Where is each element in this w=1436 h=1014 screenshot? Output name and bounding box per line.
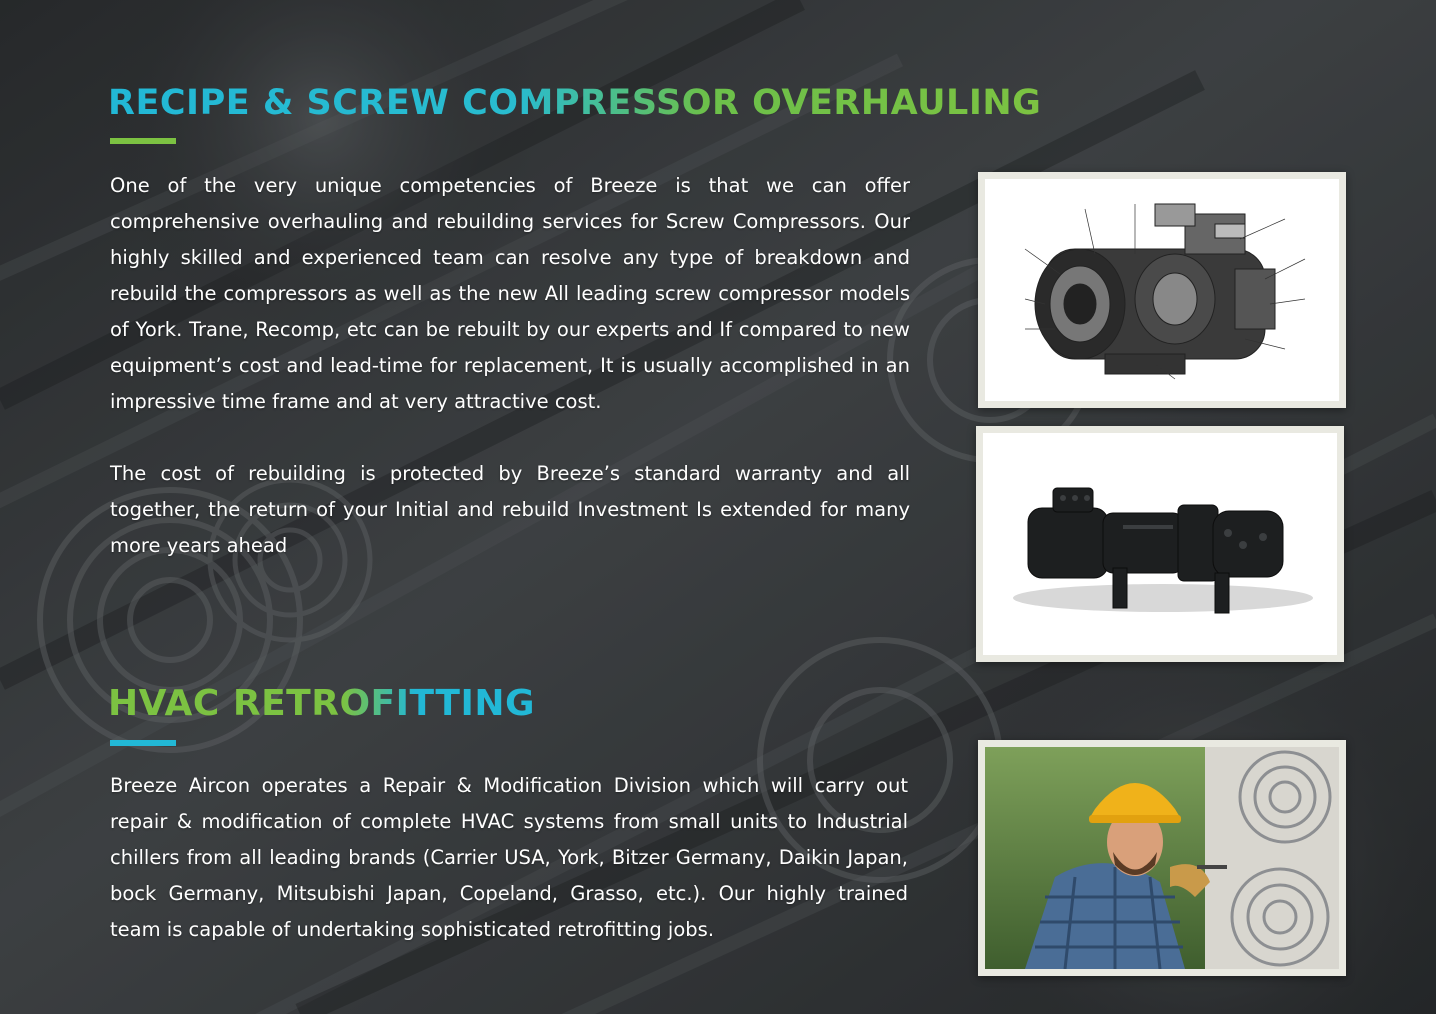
title-underline-green	[110, 138, 176, 144]
title-underline-cyan	[110, 740, 176, 746]
compressor-section-title: RECIPE & SCREW COMPRESSOR OVERHAULING	[108, 83, 1042, 123]
screw-compressor-illustration	[983, 433, 1337, 655]
hvac-section-title: HVAC RETROFITTING	[108, 683, 536, 724]
technician-illustration	[985, 747, 1339, 969]
hvac-paragraph: Breeze Aircon operates a Repair & Modification Division which will carry out repair & modification of complete HVAC systems from small units to Industrial chillers from all leading brands (Carrier USA, York, Bitzer Germany, Daikin Japan, bock Germany, Mitsubishi Japan, Copeland, Grasso, etc.). Our highly trained team is capable of undertaking sophisticated retrofitting jobs.	[110, 774, 908, 941]
compressor-paragraph-2: The cost of rebuilding is protected by Breeze’s standard warranty and all together, the return of your Initial and rebuild Investment Is extended for many more years ahead	[110, 462, 910, 557]
compressor-paragraph-1: One of the very unique competencies of Breeze is that we can offer comprehensive overhauling and rebuilding services for Screw Compressors. Our highly skilled and experienced team can resolve any type of breakdown and rebuild the compressors as well as the new All leading screw compressor models of York. Trane, Recomp, etc can be rebuilt by our experts and If compared to new equipment’s cost and lead-time for replacement, It is usually accomplished in an impressive time frame and at very attractive cost.	[110, 174, 910, 413]
compressor-diagram-image	[978, 172, 1346, 408]
technician-image	[978, 740, 1346, 976]
screw-compressor-image	[976, 426, 1344, 662]
compressor-diagram-illustration	[985, 179, 1339, 401]
